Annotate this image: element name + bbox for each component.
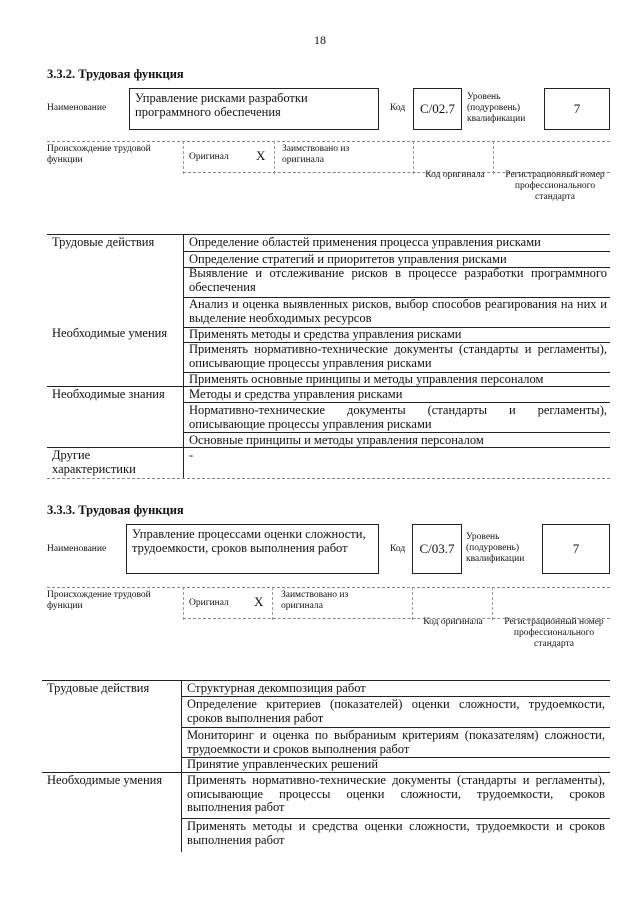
list-item: Определение стратегий и приоритетов управления рисками: [189, 252, 507, 266]
function-code: C/02.7: [419, 101, 456, 116]
level-label: Уровень (подуровень) квалификации: [466, 532, 525, 564]
list-item: Применять методы и средства управления рисками: [189, 327, 462, 341]
level-value: 7: [572, 541, 580, 556]
function-name: Управление процессами оценки сложности, трудоемкости, сроков выполнения работ: [132, 527, 366, 555]
reg-number-label: Регистрационный номер профессионального стандарта: [505, 170, 605, 202]
origin-label: Происхождение трудовой функции: [47, 144, 151, 165]
list-item: Выявление и отслеживание рисков в процессе разработки программного обеспечения: [189, 266, 607, 294]
name-label: Наименование: [47, 544, 107, 554]
origin-divider: [183, 141, 184, 174]
list-item: Определение критериев (показателей) оценки сложности, трудоемкости, сроков выполнения работ: [187, 697, 605, 725]
list-item: Применять нормативно-технические документы (стандарты и регламенты), описывающие процессы управления рисками: [189, 342, 607, 370]
name-label: Наименование: [47, 103, 107, 113]
function-name-box: [129, 88, 379, 130]
row-label: Трудовые действия: [47, 681, 150, 695]
origin-divider: [274, 141, 275, 174]
origin-border-top: [47, 141, 610, 142]
code-original-label: Код оригинала: [423, 617, 483, 627]
section-title: 3.3.3. Трудовая функция: [47, 503, 184, 517]
original-label: Оригинал: [189, 598, 229, 608]
row-label: Другие характеристики: [52, 448, 136, 476]
origin-divider: [412, 587, 413, 620]
list-item: Нормативно-технические документы (стандарты и регламенты), описывающие процессы управления рисками: [189, 403, 607, 431]
list-item: Анализ и оценка выявленных рисков, выбор способов реагирования на них и выделение необходимых ресурсов: [189, 297, 607, 325]
original-mark: X: [256, 148, 266, 163]
list-item: Основные принципы и методы управления персоналом: [189, 433, 484, 447]
original-mark: X: [254, 594, 264, 609]
level-box: [544, 88, 610, 130]
page-number: 18: [314, 33, 326, 47]
function-code: C/03.7: [419, 541, 455, 556]
list-item: Определение областей применения процесса управления рисками: [189, 235, 541, 249]
list-item: Применять основные принципы и методы управления персоналом: [189, 372, 544, 386]
list-item: Структурная декомпозиция работ: [187, 681, 366, 695]
level-value: 7: [573, 101, 581, 116]
reg-number-label: Регистрационный номер профессионального стандарта: [504, 617, 604, 649]
list-item: Принятие управленческих решений: [187, 757, 379, 771]
original-label: Оригинал: [189, 152, 229, 162]
function-name-box: [126, 524, 379, 574]
table-divider: [181, 680, 182, 852]
section-title: 3.3.2. Трудовая функция: [47, 67, 184, 81]
borrowed-label: Заимствовано из оригинала: [281, 590, 349, 611]
origin-divider: [493, 141, 494, 174]
row-label: Необходимые умения: [47, 773, 163, 787]
function-code-box: [412, 524, 462, 574]
list-item: Методы и средства управления рисками: [189, 387, 403, 401]
function-code-box: [413, 88, 462, 130]
level-label: Уровень (подуровень) квалификации: [467, 92, 526, 124]
level-box: [542, 524, 610, 574]
code-label: Код: [390, 544, 406, 554]
origin-divider: [183, 587, 184, 620]
origin-label: Происхождение трудовой функции: [47, 590, 151, 611]
row-label: Трудовые действия: [52, 235, 155, 249]
table-border-bottom: [47, 478, 610, 479]
code-original-label: Код оригинала: [425, 170, 485, 180]
table-divider: [183, 234, 184, 478]
borrowed-label: Заимствовано из оригинала: [282, 144, 350, 165]
origin-divider: [413, 141, 414, 174]
list-item: Применять методы и средства оценки сложности, трудоемкости и сроков выполнения работ: [187, 819, 605, 847]
origin-divider: [492, 587, 493, 620]
list-item: -: [189, 448, 194, 462]
code-label: Код: [390, 103, 406, 113]
origin-border-top: [47, 587, 610, 588]
origin-divider: [272, 587, 273, 620]
function-name: Управление рисками разработки программного обеспечения: [135, 91, 308, 119]
list-item: Мониторинг и оценка по выбраниым критериям (показателям) сложности, трудоемкости и сроков выполнения работ: [187, 728, 605, 756]
list-item: Применять нормативно-технические документы (стандарты и регламенты), описывающие процессы оценки сложности, трудоемкости, сроков выполнения работ: [187, 773, 605, 814]
row-label: Необходимые умения: [52, 326, 168, 340]
row-label: Необходимые знания: [52, 387, 165, 401]
row-border: [47, 447, 610, 448]
